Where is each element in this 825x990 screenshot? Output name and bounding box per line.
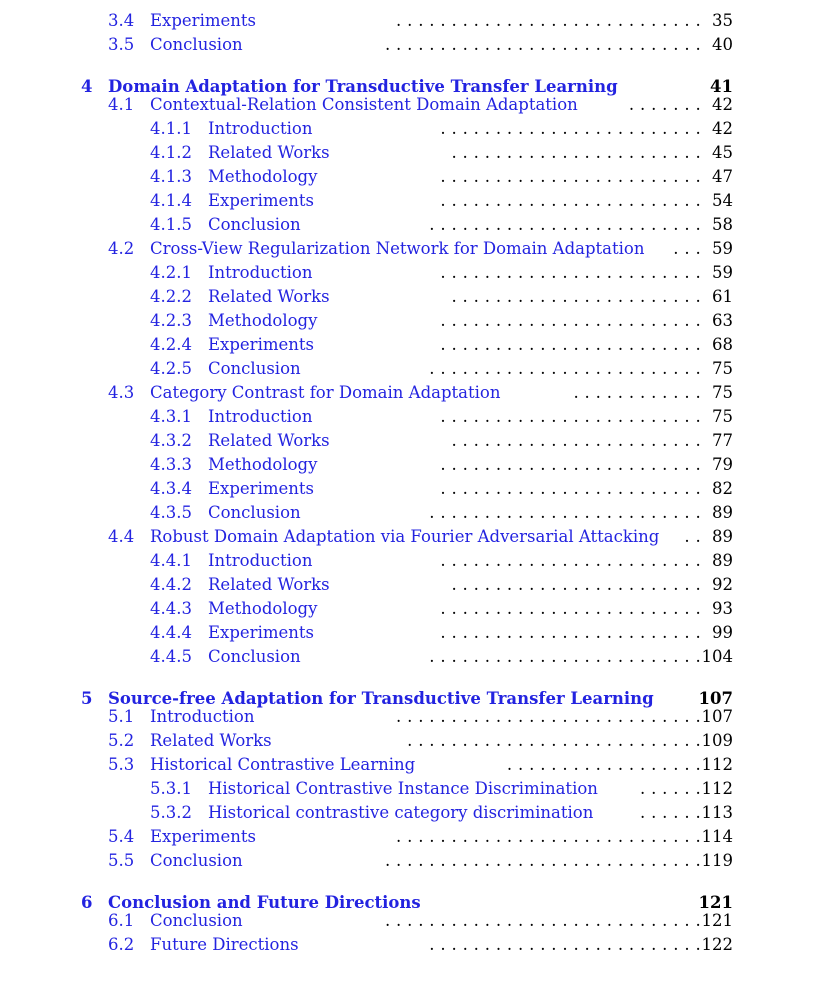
- toc-entry-number: 6.1: [108, 910, 135, 930]
- toc-entry-number: 4.1.3: [150, 166, 192, 186]
- toc-entry-page-number: 61: [712, 286, 733, 306]
- toc-entry-title[interactable]: Methodology: [208, 598, 318, 618]
- toc-entry-page-number: 41: [710, 76, 733, 96]
- toc-entry-number: 4.3.3: [150, 454, 192, 474]
- toc-subsection-entry[interactable]: [0, 548, 825, 572]
- toc-subsection-entry[interactable]: [0, 776, 825, 800]
- toc-entry-page-number: 112: [701, 778, 733, 798]
- toc-entry-number: 6: [81, 892, 93, 912]
- toc-entry-number: 3.4: [108, 10, 135, 30]
- toc-entry-page-number: 63: [712, 310, 733, 330]
- toc-entry-page-number: 107: [698, 688, 733, 708]
- toc-subsection-entry[interactable]: [0, 428, 825, 452]
- toc-leader-dots: . . . . . . . . . . . . . . . . . . . . . . . .: [440, 406, 701, 426]
- toc-subsection-entry[interactable]: [0, 332, 825, 356]
- toc-entry-page-number: 58: [712, 214, 733, 234]
- toc-entry-page-number: 75: [712, 358, 733, 378]
- toc-leader-dots: . . . . . . . . . . . . . . . . . . . . . . . .: [440, 622, 701, 642]
- toc-entry-number: 4.2.4: [150, 334, 192, 354]
- toc-entry-title[interactable]: Conclusion: [208, 214, 301, 234]
- toc-entry-number: 6.2: [108, 934, 135, 954]
- toc-entry-page-number: 114: [701, 826, 733, 846]
- toc-leader-dots: . . . . . . . . . . . . . . . . . . . . . . . .: [440, 310, 701, 330]
- toc-leader-dots: . . . . . . . . . . . . . . . . . . . . . . . . .: [429, 502, 701, 522]
- toc-entry-number: 4.4.1: [150, 550, 192, 570]
- toc-entry-number: 4.4: [108, 526, 135, 546]
- toc-leader-dots: . . . . . . . . . . . . . . . . . . . . . . . . . . . . .: [384, 850, 701, 870]
- toc-entry-title[interactable]: Related Works: [208, 142, 330, 162]
- toc-subsection-entry[interactable]: [0, 308, 825, 332]
- toc-entry-number: 4.2: [108, 238, 135, 258]
- toc-entry-number: 4.3.1: [150, 406, 192, 426]
- toc-entry-title[interactable]: Conclusion: [208, 502, 301, 522]
- toc-subsection-entry[interactable]: [0, 644, 825, 668]
- toc-leader-dots: . . .: [673, 238, 701, 258]
- toc-entry-page-number: 92: [712, 574, 733, 594]
- toc-leader-dots: . . . . . . . . . . . . . . . . . . . . . . . . .: [429, 934, 701, 954]
- toc-leader-dots: . . . . . . . . . . . .: [573, 382, 701, 402]
- toc-section-entry[interactable]: [0, 932, 825, 956]
- toc-entry-number: 4.2.5: [150, 358, 192, 378]
- toc-subsection-entry[interactable]: [0, 260, 825, 284]
- toc-entry-number: 5.3: [108, 754, 135, 774]
- toc-subsection-entry[interactable]: [0, 140, 825, 164]
- toc-entry-title[interactable]: Methodology: [208, 310, 318, 330]
- toc-leader-dots: . . . . . . . . . . . . . . . . . . . . . . .: [451, 574, 701, 594]
- toc-entry-page-number: 35: [712, 10, 733, 30]
- toc-entry-title[interactable]: Conclusion: [208, 646, 301, 666]
- toc-leader-dots: . . . . . . . . . . . . . . . . . . . . . . . . . . . . .: [384, 910, 701, 930]
- toc-section-entry[interactable]: [0, 824, 825, 848]
- toc-entry-title[interactable]: Related Works: [208, 574, 330, 594]
- toc-entry-title[interactable]: Related Works: [208, 286, 330, 306]
- toc-entry-number: 4.1.5: [150, 214, 192, 234]
- toc-entry-title[interactable]: Source-free Adaptation for Transductive Transfer Learning: [108, 688, 654, 708]
- toc-section-entry[interactable]: [0, 32, 825, 56]
- toc-subsection-entry[interactable]: [0, 500, 825, 524]
- toc-section-entry[interactable]: [0, 908, 825, 932]
- toc-entry-number: 5.3.1: [150, 778, 192, 798]
- toc-entry-title[interactable]: Experiments: [208, 622, 314, 642]
- toc-entry-page-number: 107: [701, 706, 733, 726]
- toc-entry-page-number: 119: [701, 850, 733, 870]
- toc-leader-dots: . . . . . . . . . . . . . . . . . . . . . . . .: [440, 262, 701, 282]
- toc-leader-dots: . . . . . . . . . . . . . . . . . . . . . . . . . . . .: [396, 826, 701, 846]
- toc-entry-number: 5.2: [108, 730, 135, 750]
- toc-entry-number: 4.3.4: [150, 478, 192, 498]
- toc-entry-title[interactable]: Historical contrastive category discrimination: [208, 802, 594, 822]
- toc-entry-page-number: 42: [712, 94, 733, 114]
- toc-entry-page-number: 93: [712, 598, 733, 618]
- toc-entry-number: 5.5: [108, 850, 135, 870]
- toc-entry-number: 4.4.4: [150, 622, 192, 642]
- toc-leader-dots: . . . . . . . . . . . . . . . . . . . . . . . . . . . .: [396, 10, 701, 30]
- toc-entry-title[interactable]: Future Directions: [150, 934, 299, 954]
- toc-entry-page-number: 89: [712, 502, 733, 522]
- toc-section-entry[interactable]: [0, 8, 825, 32]
- toc-leader-dots: . . . . . . . . . . . . . . . . . . . . . . . .: [440, 190, 701, 210]
- toc-entry-number: 4.2.2: [150, 286, 192, 306]
- toc-entry-title[interactable]: Conclusion: [150, 34, 243, 54]
- toc-entry-page-number: 54: [712, 190, 733, 210]
- toc-leader-dots: . . . . . . . . . . . . . . . . . . . . . . . . .: [429, 646, 701, 666]
- toc-subsection-entry[interactable]: [0, 800, 825, 824]
- toc-entry-title[interactable]: Related Works: [208, 430, 330, 450]
- toc-entry-title[interactable]: Category Contrast for Domain Adaptation: [150, 382, 501, 402]
- toc-entry-title[interactable]: Conclusion: [208, 358, 301, 378]
- toc-entry-page-number: 40: [712, 34, 733, 54]
- toc-entry-title[interactable]: Historical Contrastive Instance Discrimination: [208, 778, 598, 798]
- toc-section-entry[interactable]: [0, 380, 825, 404]
- toc-leader-dots: . . . . . . . . . . . . . . . . . . . . . . . .: [440, 598, 701, 618]
- toc-entry-page-number: 45: [712, 142, 733, 162]
- toc-entry-number: 4.1.1: [150, 118, 192, 138]
- toc-entry-number: 4.4.5: [150, 646, 192, 666]
- toc-entry-title[interactable]: Cross-View Regularization Network for Domain Adaptation: [150, 238, 645, 258]
- toc-leader-dots: . . . . . . . . . . . . . . . . . . . . . . . .: [440, 334, 701, 354]
- toc-entry-number: 4.4.2: [150, 574, 192, 594]
- toc-entry-number: 4.3.2: [150, 430, 192, 450]
- toc-entry-page-number: 79: [712, 454, 733, 474]
- toc-subsection-entry[interactable]: [0, 476, 825, 500]
- toc-section-entry[interactable]: [0, 728, 825, 752]
- toc-entry-number: 4.4.3: [150, 598, 192, 618]
- toc-subsection-entry[interactable]: [0, 404, 825, 428]
- toc-section-entry[interactable]: [0, 752, 825, 776]
- toc-section-entry[interactable]: [0, 524, 825, 548]
- toc-leader-dots: . . . . . . .: [628, 94, 701, 114]
- toc-entry-title[interactable]: Methodology: [208, 454, 318, 474]
- toc-entry-number: 5.4: [108, 826, 135, 846]
- toc-entry-title[interactable]: Methodology: [208, 166, 318, 186]
- toc-entry-title[interactable]: Historical Contrastive Learning: [150, 754, 416, 774]
- toc-entry-page-number: 104: [701, 646, 733, 666]
- toc-section-entry[interactable]: [0, 704, 825, 728]
- toc-entry-page-number: 68: [712, 334, 733, 354]
- toc-leader-dots: . .: [684, 526, 701, 546]
- toc-entry-number: 5.3.2: [150, 802, 192, 822]
- toc-entry-title[interactable]: Experiments: [150, 10, 256, 30]
- toc-entry-title[interactable]: Introduction: [208, 262, 313, 282]
- toc-leader-dots: . . . . . . . . . . . . . . . . . . . . . . . .: [440, 454, 701, 474]
- toc-leader-dots: . . . . . . . . . . . . . . . . . .: [506, 754, 701, 774]
- toc-leader-dots: . . . . . . . . . . . . . . . . . . . . . . . .: [440, 118, 701, 138]
- toc-subsection-entry[interactable]: [0, 212, 825, 236]
- toc-entry-number: 5: [81, 688, 93, 708]
- toc-leader-dots: . . . . . . . . . . . . . . . . . . . . . . . . .: [429, 358, 701, 378]
- toc-leader-dots: . . . . . . . . . . . . . . . . . . . . . . . . . . . .: [396, 706, 701, 726]
- toc-subsection-entry[interactable]: [0, 164, 825, 188]
- toc-subsection-entry[interactable]: [0, 620, 825, 644]
- toc-entry-title[interactable]: Contextual-Relation Consistent Domain Adaptation: [150, 94, 578, 114]
- toc-entry-title[interactable]: Introduction: [208, 406, 313, 426]
- toc-entry-number: 4.1.2: [150, 142, 192, 162]
- toc-entry-title[interactable]: Experiments: [150, 826, 256, 846]
- toc-entry-number: 5.1: [108, 706, 135, 726]
- toc-entry-title[interactable]: Experiments: [208, 334, 314, 354]
- toc-leader-dots: . . . . . . . . . . . . . . . . . . . . . . . .: [440, 478, 701, 498]
- toc-leader-dots: . . . . . . . . . . . . . . . . . . . . . . . .: [440, 166, 701, 186]
- toc-entry-page-number: 112: [701, 754, 733, 774]
- toc-entry-number: 4.3: [108, 382, 135, 402]
- toc-entry-page-number: 121: [701, 910, 733, 930]
- toc-entry-page-number: 89: [712, 526, 733, 546]
- toc-entry-title[interactable]: Conclusion and Future Directions: [108, 892, 421, 912]
- toc-entry-number: 4.2.3: [150, 310, 192, 330]
- toc-entry-number: 4.2.1: [150, 262, 192, 282]
- toc-subsection-entry[interactable]: [0, 452, 825, 476]
- toc-entry-page-number: 99: [712, 622, 733, 642]
- toc-entry-title[interactable]: Introduction: [150, 706, 255, 726]
- toc-leader-dots: . . . . . .: [640, 778, 701, 798]
- toc-subsection-entry[interactable]: [0, 356, 825, 380]
- toc-entry-page-number: 75: [712, 406, 733, 426]
- toc-entry-title[interactable]: Robust Domain Adaptation via Fourier Adversarial Attacking: [150, 526, 660, 546]
- toc-subsection-entry[interactable]: [0, 116, 825, 140]
- toc-entry-title[interactable]: Conclusion: [150, 850, 243, 870]
- toc-entry-title[interactable]: Introduction: [208, 118, 313, 138]
- toc-entry-title[interactable]: Introduction: [208, 550, 313, 570]
- toc-entry-page-number: 75: [712, 382, 733, 402]
- toc-section-entry[interactable]: [0, 236, 825, 260]
- toc-entry-title[interactable]: Experiments: [208, 190, 314, 210]
- toc-entry-number: 4.1.4: [150, 190, 192, 210]
- toc-section-entry[interactable]: [0, 848, 825, 872]
- toc-leader-dots: . . . . . . . . . . . . . . . . . . . . . . . . . . . . .: [384, 34, 701, 54]
- toc-leader-dots: . . . . . .: [640, 802, 701, 822]
- toc-entry-page-number: 59: [712, 238, 733, 258]
- toc-section-entry[interactable]: [0, 92, 825, 116]
- toc-leader-dots: . . . . . . . . . . . . . . . . . . . . . . . .: [440, 550, 701, 570]
- toc-entry-number: 4: [81, 76, 93, 96]
- toc-entry-page-number: 122: [701, 934, 733, 954]
- toc-leader-dots: . . . . . . . . . . . . . . . . . . . . . . . . . . .: [407, 730, 701, 750]
- toc-entry-number: 4.1: [108, 94, 135, 114]
- toc-entry-page-number: 121: [698, 892, 733, 912]
- toc-leader-dots: . . . . . . . . . . . . . . . . . . . . . . .: [451, 142, 701, 162]
- toc-entry-number: 4.3.5: [150, 502, 192, 522]
- toc-leader-dots: . . . . . . . . . . . . . . . . . . . . . . . . .: [429, 214, 701, 234]
- toc-entry-page-number: 89: [712, 550, 733, 570]
- toc-entry-page-number: 59: [712, 262, 733, 282]
- toc-subsection-entry[interactable]: [0, 572, 825, 596]
- toc-entry-page-number: 113: [701, 802, 733, 822]
- toc-leader-dots: . . . . . . . . . . . . . . . . . . . . . . .: [451, 430, 701, 450]
- toc-leader-dots: . . . . . . . . . . . . . . . . . . . . . . .: [451, 286, 701, 306]
- toc-subsection-entry[interactable]: [0, 188, 825, 212]
- toc-entry-title[interactable]: Conclusion: [150, 910, 243, 930]
- toc-subsection-entry[interactable]: [0, 284, 825, 308]
- toc-entry-page-number: 42: [712, 118, 733, 138]
- toc-entry-page-number: 82: [712, 478, 733, 498]
- toc-entry-title[interactable]: Related Works: [150, 730, 272, 750]
- toc-entry-title[interactable]: Domain Adaptation for Transductive Transfer Learning: [108, 76, 618, 96]
- toc-entry-page-number: 47: [712, 166, 733, 186]
- toc-entry-page-number: 109: [701, 730, 733, 750]
- toc-entry-page-number: 77: [712, 430, 733, 450]
- toc-subsection-entry[interactable]: [0, 596, 825, 620]
- toc-entry-number: 3.5: [108, 34, 135, 54]
- toc-entry-title[interactable]: Experiments: [208, 478, 314, 498]
